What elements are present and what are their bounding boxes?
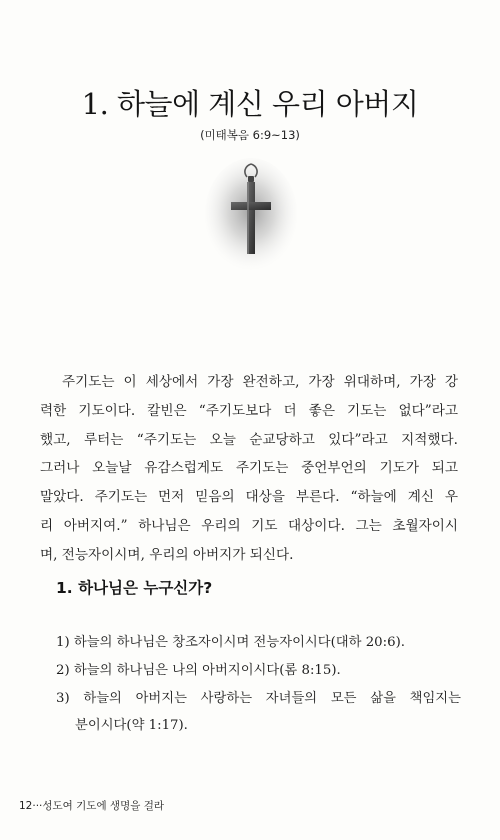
page-number: 12 (19, 800, 33, 812)
list-item: 2) 하늘의 하나님은 나의 아버지이시다(롬 8:15). (56, 662, 341, 678)
paragraph-line: 말았다. 주기도는 먼저 믿음의 대상을 부른다. “하늘에 계신 우 (40, 489, 458, 506)
section-heading: 1. 하나님은 누구신가? (56, 579, 213, 597)
body-paragraph (40, 368, 458, 570)
book-title: 성도여 기도에 생명을 걸라 (42, 800, 164, 812)
paragraph-line: 며, 전능자이시며, 우리의 아버지가 되신다. (40, 546, 294, 563)
list-item: 3) 하늘의 아버지는 사랑하는 자녀들의 모든 삶을 책임지는 (56, 690, 461, 706)
cross-pendant-icon (205, 158, 297, 270)
paragraph-line: 주기도는 이 세상에서 가장 완전하고, 가장 위대하며, 가장 강 (62, 374, 458, 390)
chapter-title: 1. 하늘에 계신 우리 아버지 (81, 87, 419, 121)
paragraph-line: 그러나 오늘날 유감스럽게도 주기도는 중언부언의 기도가 되고 (40, 460, 458, 477)
point-list (56, 629, 461, 740)
page-footer (19, 798, 164, 813)
footer-separator: ··· (32, 800, 43, 812)
scripture-reference: (미태복음 6:9~13) (200, 128, 300, 142)
paragraph-line: 리 아버지여.” 하나님은 우리의 기도 대상이다. 그는 초월자이시 (40, 517, 458, 534)
list-item-continuation: 분이시다(약 1:17). (75, 718, 188, 734)
paragraph-line: 력한 기도이다. 칼빈은 “주기도보다 더 좋은 기도는 없다”라고 (40, 402, 458, 419)
list-item: 1) 하늘의 하나님은 창조자이시며 전능자이시다(대하 20:6). (56, 635, 405, 650)
paragraph-line: 했고, 루터는 “주기도는 오늘 순교당하고 있다”라고 지적했다. (40, 431, 458, 448)
